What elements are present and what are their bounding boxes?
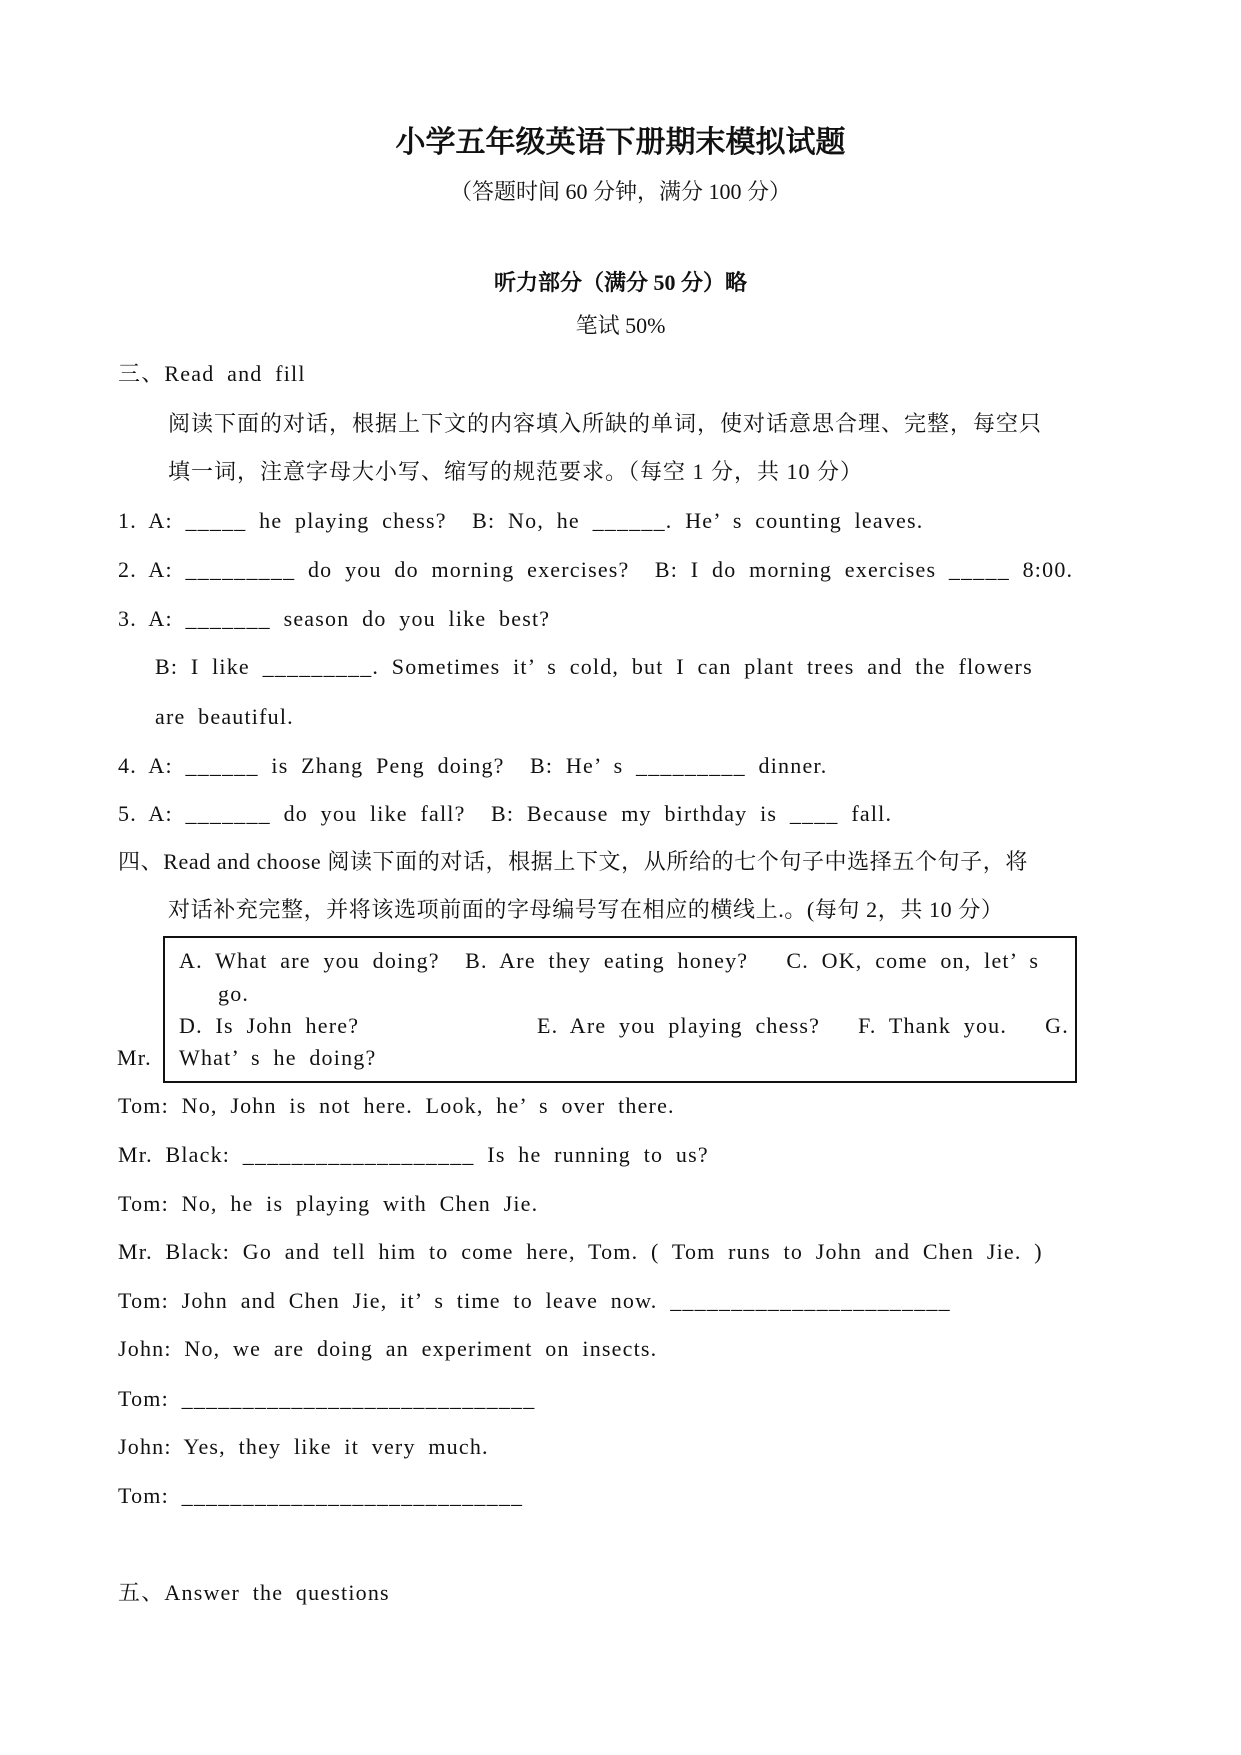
options-line: A. What are you doing? B. Are they eating honey? C. OK, come on, let’ s xyxy=(179,948,1040,973)
dialogue-line: Tom: No, John is not here. Look, he’ s over there. xyxy=(118,1093,675,1118)
section4-instruction: 对话补充完整，并将该选项前面的字母编号写在相应的横线上.。(每句 2，共 10 分） xyxy=(168,897,1004,922)
section3-instruction: 填一词，注意字母大小写、缩写的规范要求。（每空 1 分，共 10 分） xyxy=(168,459,864,484)
dialogue-line: Tom: No, he is playing with Chen Jie. xyxy=(118,1191,539,1216)
question-3-answer: B: I like _________. Sometimes it’ s cold, but I can plant trees and the flowers xyxy=(155,654,1033,679)
speaker-label: Mr. xyxy=(117,1045,152,1070)
section3-instruction: 阅读下面的对话，根据上下文的内容填入所缺的单词，使对话意思合理、完整，每空只 xyxy=(168,411,1043,436)
question-3-answer-cont: are beautiful. xyxy=(155,704,294,729)
section4-heading: 四、Read and choose 阅读下面的对话，根据上下文，从所给的七个句子中选择五个句子，将 xyxy=(118,849,1028,874)
exam-info: （答题时间 60 分钟，满分 100 分） xyxy=(449,179,791,204)
dialogue-line: John: No, we are doing an experiment on insects. xyxy=(118,1336,658,1361)
dialogue-line: Mr. Black: Go and tell him to come here, Tom. ( Tom runs to John and Chen Jie. ) xyxy=(118,1239,1043,1264)
question-2: 2. A: _________ do you do morning exercises? B: I do morning exercises _____ 8:00. xyxy=(118,557,1074,582)
question-1: 1. A: _____ he playing chess? B: No, he ______. He’ s counting leaves. xyxy=(118,508,924,533)
options-line: D. Is John here? E. Are you playing chess? F. Thank you. G. xyxy=(179,1013,1069,1038)
listening-section: 听力部分（满分 50 分）略 xyxy=(493,270,747,295)
question-5: 5. A: _______ do you like fall? B: Because my birthday is ____ fall. xyxy=(118,801,893,826)
question-4: 4. A: ______ is Zhang Peng doing? B: He’ s _________ dinner. xyxy=(118,753,828,778)
dialogue-line: Tom: _____________________________ xyxy=(118,1386,536,1411)
dialogue-line: Tom: John and Chen Jie, it’ s time to leave now. _______________________ xyxy=(118,1288,951,1313)
page-title: 小学五年级英语下册期末模拟试题 xyxy=(395,126,846,159)
dialogue-line: Mr. Black: ___________________ Is he running to us? xyxy=(118,1142,709,1167)
dialogue-line: Tom: ____________________________ xyxy=(118,1483,524,1508)
section5-heading: 五、Answer the questions xyxy=(118,1580,390,1605)
dialogue-line: John: Yes, they like it very much. xyxy=(118,1434,489,1459)
question-3: 3. A: _______ season do you like best? xyxy=(118,606,551,631)
written-section: 笔试 50% xyxy=(575,313,666,338)
options-line: What’ s he doing? xyxy=(179,1045,377,1070)
section3-heading: 三、Read and fill xyxy=(118,361,306,386)
options-line: go. xyxy=(218,981,250,1006)
